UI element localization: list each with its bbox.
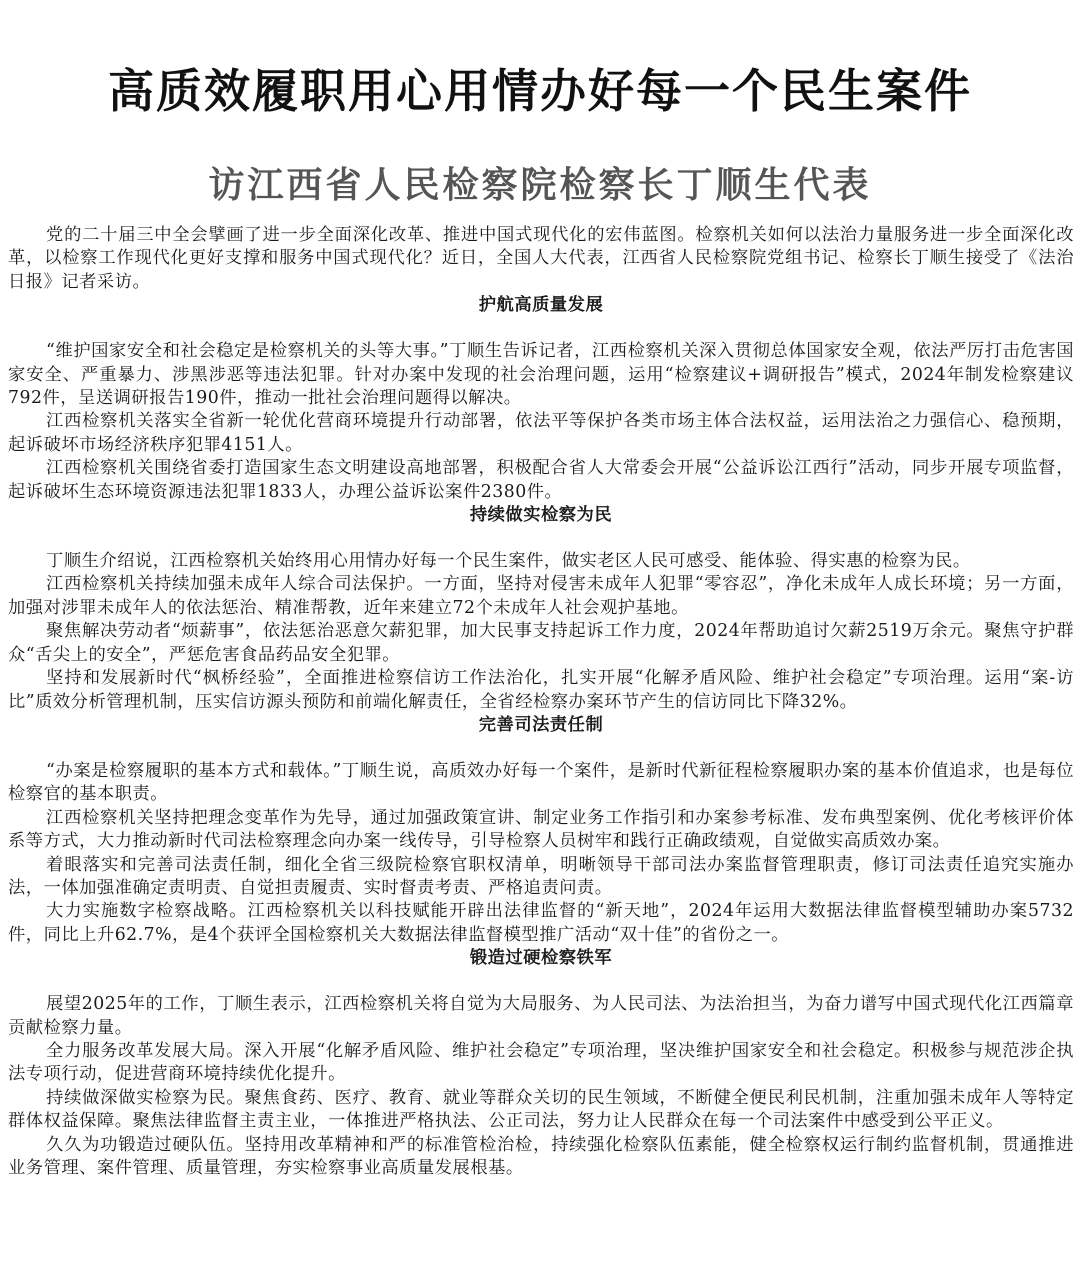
article-body (8, 224, 1074, 1180)
section-heading-forge-team: 锻造过硬检察铁军 (469, 948, 613, 969)
body-paragraph: “办案是检察履职的基本方式和载体。”丁顺生说，高质效办好每一个案件，是新时代新征程检察履职办案的基本价值追求，也是每位检察官的基本职责。 (8, 760, 1074, 805)
body-paragraph: 江西检察机关持续加强未成年人综合司法保护。一方面，坚持对侵害未成年人犯罪“零容忍”，净化未成年人成长环境；另一方面，加强对涉罪未成年人的依法惩治、精准帮教，近年来建立72个未成年人社会观护基地。 (8, 574, 1074, 618)
body-paragraph: 大力实施数字检察战略。江西检察机关以科技赋能开辟出法律监督的“新天地”，2024年运用大数据法律监督模型辅助办案5732件，同比上升62.7%，是4个获评全国检察机关大数据法律监督模型推广活动“双十佳”的省份之一。 (8, 901, 1074, 945)
body-paragraph: 着眼落实和完善司法责任制，细化全省三级院检察官职权清单，明晰领导干部司法办案监督管理职责，修订司法责任追究实施办法，一体加强准确定责明责、自觉担责履责、实时督责考责、严格追责问责。 (8, 854, 1074, 898)
body-paragraph: 全力服务改革发展大局。深入开展“化解矛盾风险、维护社会稳定”专项治理，坚决维护国家安全和社会稳定。积极参与规范涉企执法专项行动，促进营商环境持续优化提升。 (8, 1040, 1074, 1085)
article-subheadline: 访江西省人民检察院检察长丁顺生代表 (208, 163, 872, 206)
section-heading-judicial-responsibility: 完善司法责任制 (478, 714, 604, 735)
section-heading-serve-people: 持续做实检察为民 (469, 505, 613, 526)
body-paragraph: “维护国家安全和社会稳定是检察机关的头等大事。”丁顺生告诉记者，江西检察机关深入贯彻总体国家安全观，依法严厉打击危害国家安全、严重暴力、涉黑涉恶等违法犯罪。针对办案中发现的社会治理问题，运用“检察建议+调研报告”模式，2024年制发检察建议792件，呈送调研报告190件，推动一批社会治理问题得以解决。 (8, 341, 1074, 409)
body-paragraph: 聚焦解决劳动者“烦薪事”，依法惩治恶意欠薪犯罪，加大民事支持起诉工作力度，2024年帮助追讨欠薪2519万余元。聚焦守护群众“舌尖上的安全”，严惩危害食品药品安全犯罪。 (8, 621, 1074, 665)
body-paragraph: 展望2025年的工作，丁顺生表示，江西检察机关将自觉为大局服务、为人民司法、为法治担当，为奋力谱写中国式现代化江西篇章贡献检察力量。 (8, 994, 1074, 1038)
section-heading-protect-development: 护航高质量发展 (478, 295, 604, 316)
body-paragraph: 丁顺生介绍说，江西检察机关始终用心用情办好每一个民生案件，做实老区人民可感受、能体验、得实惠的检察为民。 (46, 551, 971, 572)
body-paragraph: 江西检察机关落实全省新一轮优化营商环境提升行动部署，依法平等保护各类市场主体合法权益，运用法治之力强信心、稳预期，起诉破坏市场经济秩序犯罪4151人。 (8, 411, 1074, 455)
body-paragraph: 江西检察机关围绕省委打造国家生态文明建设高地部署，积极配合省人大常委会开展“公益诉讼江西行”活动，同步开展专项监督，起诉破坏生态环境资源违法犯罪1833人，办理公益诉讼案件2380件。 (8, 458, 1074, 502)
body-paragraph: 坚持和发展新时代“枫桥经验”，全面推进检察信访工作法治化，扎实开展“化解矛盾风险、维护社会稳定”专项治理。运用“案-访比”质效分析管理机制，压实信访源头预防和前端化解责任，全省经检察办案环节产生的信访同比下降32%。 (8, 668, 1074, 712)
article-headline: 高质效履职用心用情办好每一个民生案件 (108, 63, 972, 118)
body-paragraph: 江西检察机关坚持把理念变革作为先导，通过加强政策宣讲、制定业务工作指引和办案参考标准、发布典型案例、优化考核评价体系等方式，大力推动新时代司法检察理念向办案一线传导，引导检察人员树牢和践行正确政绩观，自觉做实高质效办案。 (8, 807, 1074, 852)
body-paragraph: 久久为功锻造过硬队伍。坚持用改革精神和严的标准管检治检，持续强化检察队伍素能，健全检察权运行制约监督机制，贯通推进业务管理、案件管理、质量管理，夯实检察事业高质量发展根基。 (8, 1134, 1074, 1178)
body-paragraph: 持续做深做实检察为民。聚焦食药、医疗、教育、就业等群众关切的民生领域，不断健全便民利民机制，注重加强未成年人等特定群体权益保障。聚焦法律监督主责主业，一体推进严格执法、公正司法，努力让人民群众在每一个司法案件中感受到公平正义。 (8, 1087, 1074, 1132)
intro-paragraph: 党的二十届三中全会擘画了进一步全面深化改革、推进中国式现代化的宏伟蓝图。检察机关如何以法治力量服务进一步全面深化改革，以检察工作现代化更好支撑和服务中国式现代化？近日，全国人大代表，江西省人民检察院党组书记、检察长丁顺生接受了《法治日报》记者采访。 (8, 225, 1074, 292)
